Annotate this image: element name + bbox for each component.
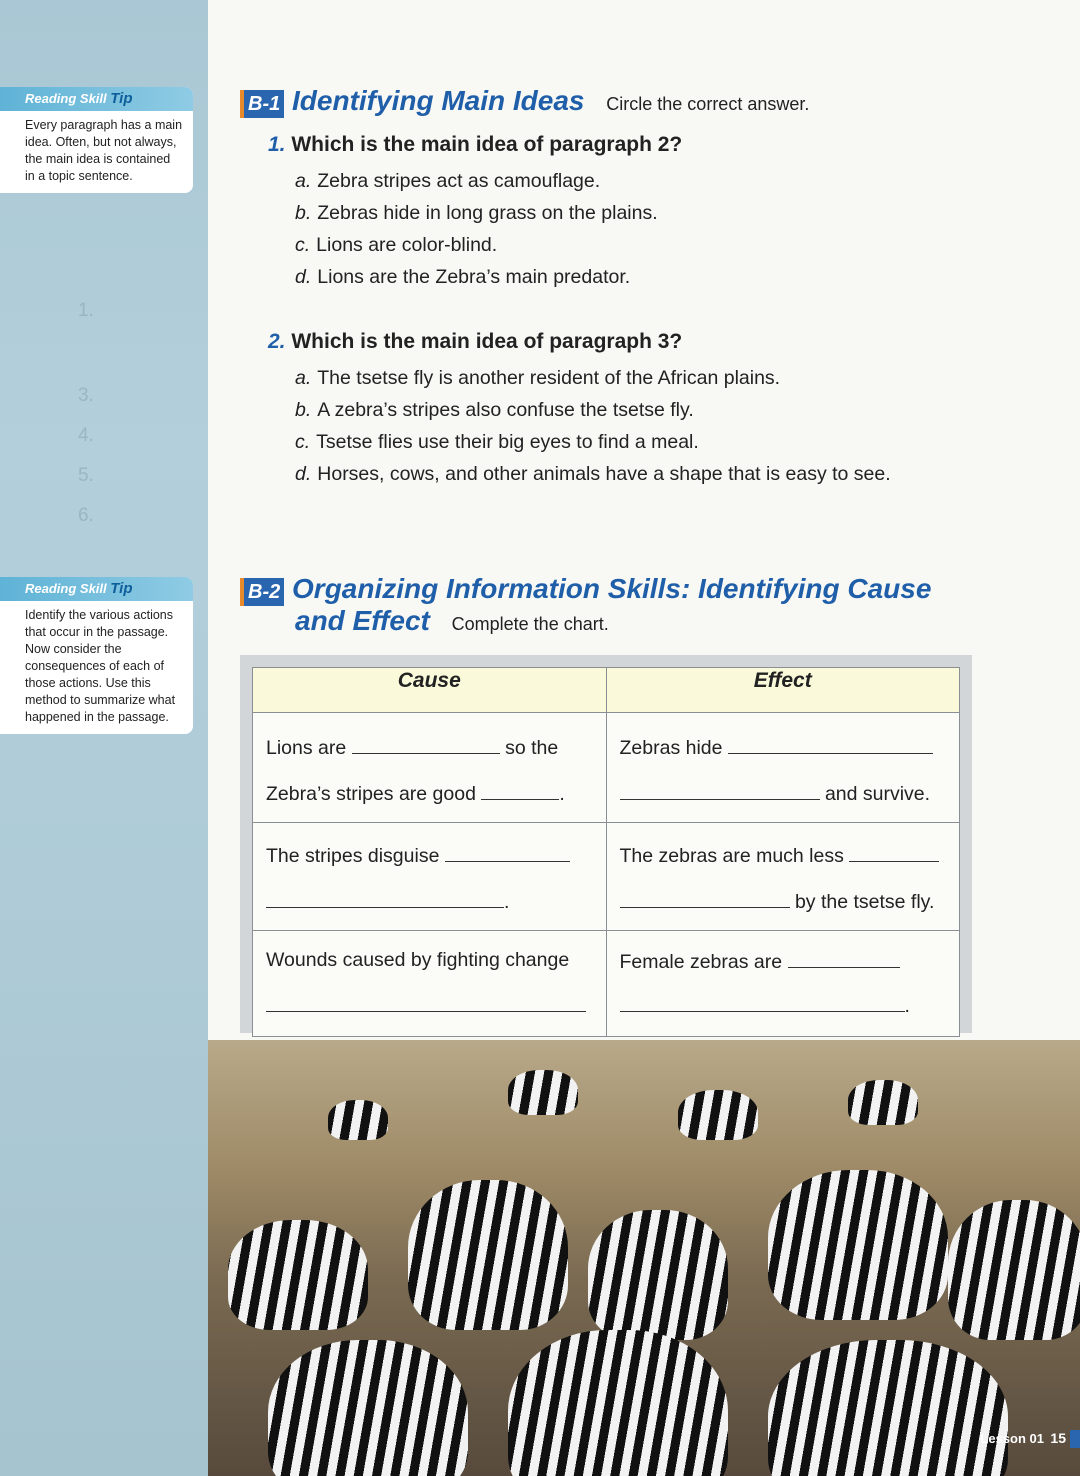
- ghost-text: 4.: [78, 425, 94, 446]
- section-title-text: Identifying Main Ideas: [292, 85, 585, 116]
- cell-text: The stripes disguise: [266, 845, 440, 867]
- section-b2-title: [240, 573, 931, 606]
- option-letter: a.: [295, 170, 312, 192]
- section-instruction: Circle the correct answer.: [606, 94, 810, 114]
- header-effect: Effect: [606, 668, 959, 713]
- ghost-text: 1.: [78, 300, 94, 321]
- answer-blank[interactable]: [266, 993, 586, 1012]
- section-instruction: Complete the chart.: [451, 614, 609, 634]
- reading-skill-tip-2: [0, 577, 193, 734]
- tip-body: Every paragraph has a main idea. Often, but not always, the main idea is contained in a topic sentence.: [25, 118, 183, 183]
- section-title-text: Organizing Information Skills: Identifying Cause: [292, 573, 932, 604]
- option-text: The tsetse fly is another resident of the African plains.: [317, 367, 781, 389]
- option-letter: c.: [295, 234, 311, 256]
- row1-effect-line1: [620, 735, 933, 760]
- header-cause: Cause: [253, 668, 607, 713]
- tip-word: Tip: [110, 580, 133, 597]
- answer-blank[interactable]: [445, 843, 570, 862]
- question-2: [268, 330, 682, 354]
- question-1: [268, 133, 682, 157]
- option-text: Lions are the Zebra’s main predator.: [317, 266, 631, 288]
- row3-effect: [606, 931, 959, 1037]
- section-tag: B-2: [240, 578, 284, 606]
- tip-header: [0, 87, 193, 111]
- row1-cause-line2: Zebra’s stripes are good .: [266, 783, 565, 805]
- q2-option-d[interactable]: [295, 463, 891, 486]
- row2-effect-line1: [620, 843, 940, 868]
- option-letter: b.: [295, 399, 312, 421]
- answer-blank[interactable]: [481, 781, 559, 800]
- row2-cause: [253, 823, 607, 931]
- tip-header: [0, 577, 193, 601]
- option-text: Zebras hide in long grass on the plains.: [317, 202, 658, 224]
- option-letter: d.: [295, 266, 312, 288]
- cell-text: Zebra’s stripes are good: [266, 783, 476, 805]
- q1-option-b[interactable]: [295, 202, 658, 225]
- sidebar: [0, 0, 208, 1476]
- row1-effect: [606, 713, 959, 823]
- cell-text: The zebras are much less: [619, 845, 844, 867]
- answer-blank[interactable]: [620, 993, 905, 1012]
- answer-blank[interactable]: [620, 781, 820, 800]
- row1-cause: [253, 713, 607, 823]
- section-b1-title: [240, 85, 809, 118]
- row2-cause-line1: [266, 843, 570, 868]
- question-text: Which is the main idea of paragraph 3?: [291, 330, 683, 353]
- question-number: 1.: [268, 133, 286, 156]
- ghost-text: 3.: [78, 385, 94, 406]
- row3-cause: [253, 931, 607, 1037]
- question-number: 2.: [268, 330, 286, 353]
- section-title-text: and Effect: [295, 605, 430, 636]
- q2-option-c[interactable]: [295, 431, 699, 454]
- row3-cause-line2: [266, 993, 586, 1018]
- row2-effect: [606, 823, 959, 931]
- ghost-text: 5.: [78, 465, 94, 486]
- cell-text: Zebras hide: [619, 737, 723, 759]
- row3-effect-line1: [620, 949, 900, 974]
- tip-header-label: Reading Skill: [25, 581, 107, 596]
- option-text: Lions are color-blind.: [316, 234, 498, 256]
- ghost-text: 6.: [78, 505, 94, 526]
- cell-text: Female zebras are: [619, 951, 783, 973]
- answer-blank[interactable]: [352, 735, 500, 754]
- option-text: Horses, cows, and other animals have a shape that is easy to see.: [317, 463, 891, 485]
- cause-effect-chart: [240, 655, 972, 1033]
- q1-option-c[interactable]: [295, 234, 497, 257]
- cell-text: Wounds caused by fighting change: [266, 949, 570, 971]
- row3-effect-line2: .: [620, 993, 910, 1018]
- option-text: A zebra’s stripes also confuse the tsetse fly.: [317, 399, 694, 421]
- option-letter: d.: [295, 463, 312, 485]
- answer-blank[interactable]: [266, 889, 504, 908]
- tip-body: Identify the various actions that occur in the passage. Now consider the consequences of each of those actions. Use this method to summarize what happened in the passage.: [25, 608, 176, 724]
- answer-blank[interactable]: [788, 949, 900, 968]
- cell-text: so the: [505, 737, 559, 759]
- cause-effect-table: [252, 667, 960, 1037]
- q2-option-a[interactable]: [295, 367, 780, 390]
- cell-text: Lions are: [266, 737, 347, 759]
- cell-text: by the tsetse fly.: [794, 891, 935, 913]
- row1-effect-line2: [620, 781, 931, 806]
- answer-blank[interactable]: [620, 889, 790, 908]
- answer-blank[interactable]: [849, 843, 939, 862]
- answer-blank[interactable]: [728, 735, 933, 754]
- option-letter: b.: [295, 202, 312, 224]
- reading-skill-tip-1: [0, 87, 193, 193]
- section-b2-title-line2: [295, 605, 609, 637]
- row2-cause-line2: .: [266, 889, 509, 914]
- tip-word: Tip: [110, 90, 133, 107]
- q2-option-b[interactable]: [295, 399, 694, 422]
- q1-option-d[interactable]: [295, 266, 630, 289]
- section-tag: B-1: [240, 90, 284, 118]
- question-text: Which is the main idea of paragraph 2?: [291, 133, 683, 156]
- option-text: Tsetse flies use their big eyes to find a meal.: [316, 431, 699, 453]
- cell-text: and survive.: [824, 783, 931, 805]
- row2-effect-line2: [620, 889, 935, 914]
- lesson-label: Lesson 01: [980, 1431, 1044, 1446]
- q1-option-a[interactable]: [295, 170, 600, 193]
- option-text: Zebra stripes act as camouflage.: [317, 170, 601, 192]
- row1-cause-line1: [266, 735, 558, 760]
- page-number: 15: [1050, 1430, 1066, 1446]
- option-letter: a.: [295, 367, 312, 389]
- row3-cause-line1: [266, 949, 569, 972]
- tip-header-label: Reading Skill: [25, 91, 107, 106]
- option-letter: c.: [295, 431, 311, 453]
